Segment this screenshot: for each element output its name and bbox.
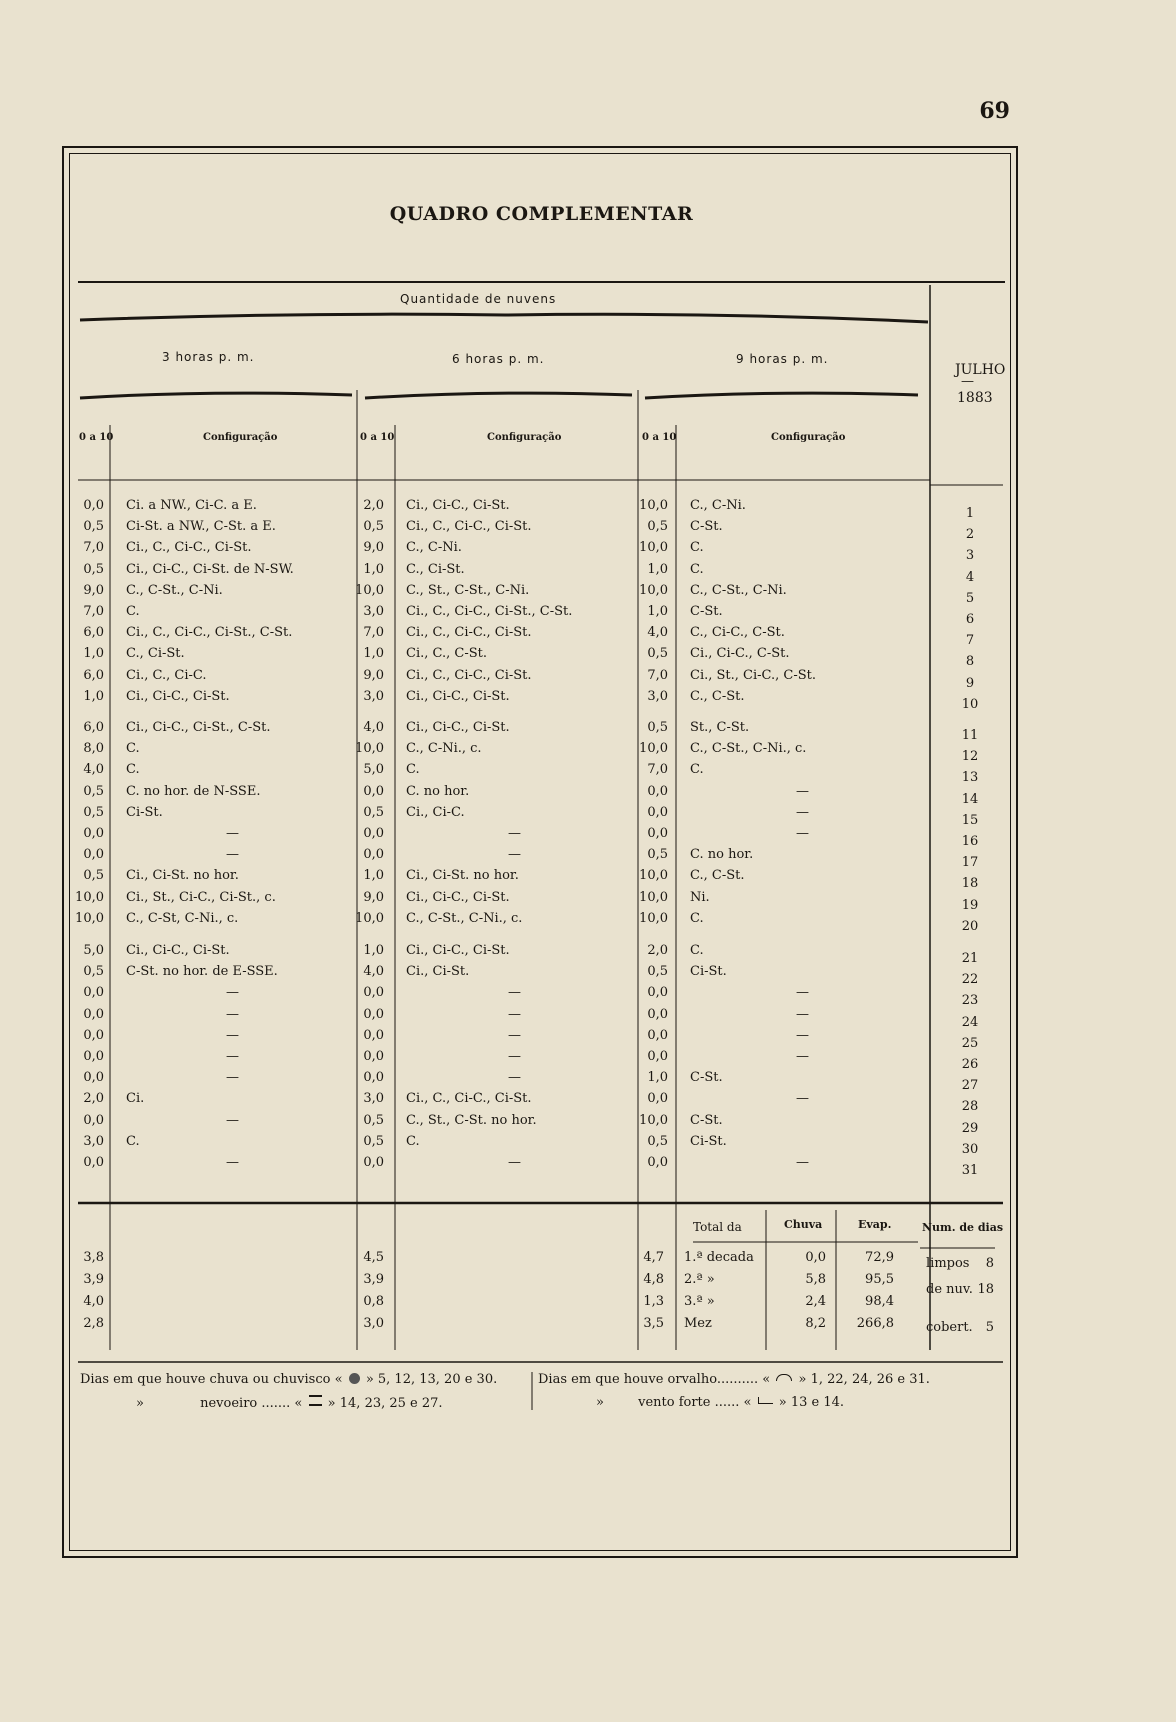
wind-label: vento forte ...... « <box>638 1395 752 1410</box>
cloud-amount: 0,5 <box>363 519 384 534</box>
cloud-amount: 0,0 <box>363 847 384 862</box>
cloud-amount: 0,0 <box>647 1091 668 1106</box>
cloud-amount: 9,0 <box>363 668 384 683</box>
cloud-configuration: Ni. <box>690 890 710 905</box>
cloud-configuration: Ci., Ci-C. <box>406 805 465 820</box>
title-box <box>78 155 1005 283</box>
cloud-amount: 0,0 <box>647 1007 668 1022</box>
cloud-configuration: — <box>226 1155 239 1170</box>
cloud-configuration: C., C-Ni. <box>406 540 462 555</box>
day-number: 30 <box>961 1142 979 1157</box>
cloud-amount: 0,0 <box>647 784 668 799</box>
wind-icon <box>758 1397 773 1404</box>
cloud-configuration: C. <box>690 540 704 555</box>
cloud-amount: 1,0 <box>647 562 668 577</box>
total-amount-3h: 2,8 <box>83 1316 104 1331</box>
cloud-amount: 7,0 <box>647 762 668 777</box>
cloud-amount: 1,0 <box>83 689 104 704</box>
cloud-amount: 10,0 <box>639 911 668 926</box>
cloud-configuration: Ci., C., Ci-C., Ci-St. <box>406 668 532 683</box>
day-number: 7 <box>965 633 975 648</box>
cloud-configuration: C. <box>126 604 140 619</box>
cloud-configuration: C. <box>406 762 420 777</box>
day-number: 25 <box>961 1036 979 1051</box>
cloud-amount: 7,0 <box>83 540 104 555</box>
cloud-amount: 0,5 <box>647 646 668 661</box>
cloud-amount: 0,5 <box>83 562 104 577</box>
cloud-amount: 0,0 <box>83 1070 104 1085</box>
cloud-configuration: C., Ci-St. <box>126 646 185 661</box>
cloud-configuration: Ci., Ci-St. no hor. <box>406 868 519 883</box>
cloud-amount: 4,0 <box>363 720 384 735</box>
cloud-configuration: Ci., C., Ci-C., Ci-St. <box>126 540 252 555</box>
cloud-configuration: C., C-St., C-Ni. <box>690 583 787 598</box>
cloud-amount: 7,0 <box>83 604 104 619</box>
footer-fog <box>136 1395 443 1411</box>
totals-header-chuva: Chuva <box>784 1218 823 1231</box>
day-number: 19 <box>961 898 979 913</box>
day-number: 28 <box>961 1099 979 1114</box>
total-rain: 8,2 <box>805 1316 826 1331</box>
day-number: 26 <box>961 1057 979 1072</box>
total-amount-3h: 3,9 <box>83 1272 104 1287</box>
cloud-amount: 7,0 <box>647 668 668 683</box>
column-header-9h: 9 horas p. m. <box>736 352 829 366</box>
cloud-configuration: C., C-St. <box>690 868 745 883</box>
cloud-configuration: C. <box>126 762 140 777</box>
page-number: 69 <box>979 98 1010 124</box>
cloud-configuration: C., Ci-St. <box>406 562 465 577</box>
cloud-amount: 0,0 <box>363 784 384 799</box>
cloud-configuration: C., C-Ni., c. <box>406 741 482 756</box>
cloud-amount: 6,0 <box>83 720 104 735</box>
cloud-configuration: C. <box>690 943 704 958</box>
cloud-amount: 0,5 <box>83 519 104 534</box>
day-number: 8 <box>965 654 975 669</box>
cloud-amount: 3,0 <box>363 1091 384 1106</box>
days-category-label: limpos <box>926 1256 970 1271</box>
total-period-label: 1.ª decada <box>684 1250 754 1265</box>
cloud-configuration: Ci., C., Ci-C., Ci-St., C-St. <box>406 604 573 619</box>
footer-rain <box>80 1372 497 1387</box>
cloud-amount: 10,0 <box>355 911 384 926</box>
day-number: 6 <box>965 612 975 627</box>
cloud-configuration: C-St. <box>690 604 723 619</box>
day-number: 18 <box>961 876 979 891</box>
cloud-configuration: — <box>226 826 239 841</box>
cloud-configuration: — <box>226 1007 239 1022</box>
day-number: 2 <box>965 527 975 542</box>
cloud-amount: 6,0 <box>83 625 104 640</box>
cloud-amount: 4,0 <box>647 625 668 640</box>
cloud-configuration: — <box>796 1007 809 1022</box>
total-evaporation: 98,4 <box>865 1294 894 1309</box>
cloud-configuration: C., C-St., C-Ni., c. <box>690 741 807 756</box>
cloud-configuration: — <box>508 1007 521 1022</box>
day-number: 21 <box>961 951 979 966</box>
cloud-amount: 1,0 <box>363 868 384 883</box>
cloud-amount: 7,0 <box>363 625 384 640</box>
cloud-configuration: Ci., Ci-C., C-St. <box>690 646 790 661</box>
cloud-amount: 5,0 <box>363 762 384 777</box>
month-label: JULHO <box>955 362 1006 378</box>
total-rain: 0,0 <box>805 1250 826 1265</box>
column-header-6h: 6 horas p. m. <box>452 352 545 366</box>
total-amount-9h: 3,5 <box>643 1316 664 1331</box>
total-period-label: Mez <box>684 1316 712 1331</box>
cloud-configuration: C., C-Ni. <box>690 498 746 513</box>
footer-wind <box>596 1395 844 1410</box>
cloud-amount: 0,0 <box>83 1113 104 1128</box>
cloud-configuration: — <box>508 985 521 1000</box>
config-header-3h: Configuração <box>203 432 278 443</box>
days-category-count: 5 <box>985 1320 994 1335</box>
cloud-amount: 2,0 <box>83 1091 104 1106</box>
cloud-amount: 10,0 <box>639 583 668 598</box>
group-header: Quantidade de nuvens <box>400 292 557 306</box>
cloud-configuration: Ci-St. <box>690 1134 727 1149</box>
cloud-amount: 0,5 <box>647 519 668 534</box>
cloud-configuration: — <box>796 1155 809 1170</box>
day-number: 15 <box>961 813 979 828</box>
day-number: 23 <box>961 993 979 1008</box>
cloud-amount: 9,0 <box>363 540 384 555</box>
day-number: 9 <box>965 676 975 691</box>
day-number: 14 <box>961 792 979 807</box>
day-number: 22 <box>961 972 979 987</box>
cloud-amount: 10,0 <box>75 911 104 926</box>
config-header-6h: Configuração <box>487 432 562 443</box>
cloud-configuration: Ci., St., Ci-C., Ci-St., c. <box>126 890 276 905</box>
cloud-amount: 0,0 <box>647 826 668 841</box>
cloud-configuration: C., C-St., C-Ni. <box>126 583 223 598</box>
cloud-amount: 1,0 <box>363 562 384 577</box>
cloud-amount: 10,0 <box>639 498 668 513</box>
cloud-amount: 0,0 <box>647 1028 668 1043</box>
cloud-configuration: — <box>796 826 809 841</box>
cloud-configuration: C. <box>690 911 704 926</box>
cloud-configuration: C. <box>690 762 704 777</box>
cloud-amount: 5,0 <box>83 943 104 958</box>
cloud-configuration: — <box>226 1070 239 1085</box>
day-number: 17 <box>961 855 979 870</box>
cloud-amount: 1,0 <box>363 943 384 958</box>
cloud-configuration: — <box>508 1070 521 1085</box>
cloud-amount: 10,0 <box>639 540 668 555</box>
cloud-configuration: C-St. no hor. de E-SSE. <box>126 964 278 979</box>
total-amount-6h: 3,0 <box>363 1316 384 1331</box>
cloud-configuration: — <box>796 1049 809 1064</box>
total-amount-9h: 1,3 <box>643 1294 664 1309</box>
cloud-amount: 2,0 <box>363 498 384 513</box>
cloud-configuration: — <box>796 805 809 820</box>
cloud-configuration: Ci., Ci-C., Ci-St. <box>406 498 510 513</box>
cloud-configuration: Ci-St. a NW., C-St. a E. <box>126 519 276 534</box>
cloud-amount: 0,0 <box>83 498 104 513</box>
cloud-configuration: C. <box>126 1134 140 1149</box>
cloud-amount: 0,0 <box>363 1007 384 1022</box>
cloud-amount: 0,0 <box>647 1049 668 1064</box>
cloud-configuration: C., Ci-C., C-St. <box>690 625 785 640</box>
cloud-configuration: — <box>796 784 809 799</box>
config-header-9h: Configuração <box>771 432 846 443</box>
cloud-configuration: — <box>508 847 521 862</box>
fog-days: » 14, 23, 25 e 27. <box>327 1396 443 1411</box>
cloud-amount: 9,0 <box>83 583 104 598</box>
cloud-amount: 0,0 <box>647 985 668 1000</box>
cloud-configuration: C., C-St., C-Ni., c. <box>406 911 523 926</box>
cloud-amount: 3,0 <box>363 604 384 619</box>
scale-header-3h: 0 a 10 <box>79 432 114 443</box>
year-label: 1883 <box>957 390 993 406</box>
total-amount-6h: 3,9 <box>363 1272 384 1287</box>
cloud-configuration: — <box>508 1155 521 1170</box>
cloud-configuration: C. <box>126 741 140 756</box>
cloud-amount: 0,0 <box>83 1049 104 1064</box>
cloud-configuration: Ci-St. <box>126 805 163 820</box>
cloud-configuration: C., St., C-St. no hor. <box>406 1113 537 1128</box>
total-amount-3h: 4,0 <box>83 1294 104 1309</box>
cloud-amount: 10,0 <box>639 741 668 756</box>
total-evaporation: 266,8 <box>856 1316 894 1331</box>
cloud-configuration: C. no hor. <box>406 784 470 799</box>
rain-icon <box>349 1373 360 1384</box>
days-category-label: de nuv. <box>926 1282 973 1297</box>
cloud-amount: 3,0 <box>363 689 384 704</box>
cloud-amount: 0,0 <box>83 985 104 1000</box>
cloud-configuration: — <box>226 1113 239 1128</box>
fog-label: nevoeiro ....... « <box>200 1396 303 1411</box>
cloud-configuration: C., C-St. <box>690 689 745 704</box>
cloud-amount: 0,0 <box>83 1155 104 1170</box>
rain-days: » 5, 12, 13, 20 e 30. <box>365 1372 498 1387</box>
dew-days: » 1, 22, 24, 26 e 31. <box>798 1372 930 1387</box>
cloud-amount: 6,0 <box>83 668 104 683</box>
cloud-amount: 0,5 <box>647 847 668 862</box>
scale-header-6h: 0 a 10 <box>360 432 395 443</box>
dew-icon <box>776 1374 792 1381</box>
cloud-amount: 0,5 <box>647 964 668 979</box>
cloud-amount: 3,0 <box>83 1134 104 1149</box>
cloud-amount: 8,0 <box>83 741 104 756</box>
cloud-amount: 0,5 <box>647 1134 668 1149</box>
cloud-configuration: Ci., Ci-C., Ci-St. <box>126 689 230 704</box>
day-number: 20 <box>961 919 979 934</box>
cloud-configuration: Ci. <box>126 1091 145 1106</box>
cloud-amount: 1,0 <box>83 646 104 661</box>
cloud-amount: 0,5 <box>363 805 384 820</box>
cloud-configuration: — <box>508 1028 521 1043</box>
cloud-configuration: Ci., C., Ci-C., Ci-St. <box>406 519 532 534</box>
cloud-configuration: Ci., Ci-C., Ci-St. <box>406 689 510 704</box>
cloud-amount: 1,0 <box>647 1070 668 1085</box>
scale-header-9h: 0 a 10 <box>642 432 677 443</box>
cloud-amount: 9,0 <box>363 890 384 905</box>
cloud-amount: 1,0 <box>363 646 384 661</box>
fog-prefix: » <box>136 1396 144 1411</box>
total-amount-6h: 0,8 <box>363 1294 384 1309</box>
day-number: 24 <box>961 1015 979 1030</box>
cloud-configuration: — <box>226 847 239 862</box>
cloud-configuration: Ci., Ci-C., Ci-St. <box>406 943 510 958</box>
total-rain: 2,4 <box>805 1294 826 1309</box>
total-period-label: 2.ª » <box>684 1272 715 1287</box>
total-amount-3h: 3,8 <box>83 1250 104 1265</box>
cloud-configuration: — <box>226 1049 239 1064</box>
fog-icon <box>309 1395 322 1406</box>
cloud-amount: 10,0 <box>639 868 668 883</box>
totals-header-total: Total da <box>693 1220 742 1234</box>
total-amount-6h: 4,5 <box>363 1250 384 1265</box>
cloud-configuration: C., C-St, C-Ni., c. <box>126 911 239 926</box>
cloud-configuration: Ci., C., Ci-C., Ci-St. <box>406 625 532 640</box>
cloud-amount: 2,0 <box>647 943 668 958</box>
days-category-count: 8 <box>985 1256 994 1271</box>
day-number: 27 <box>961 1078 979 1093</box>
total-evaporation: 95,5 <box>865 1272 894 1287</box>
day-number: 12 <box>961 749 979 764</box>
page-title: QUADRO COMPLEMENTAR <box>389 203 694 225</box>
cloud-configuration: Ci., Ci-C., Ci-St., C-St. <box>126 720 271 735</box>
cloud-configuration: Ci., C., Ci-C., Ci-St., C-St. <box>126 625 293 640</box>
rain-label: Dias em que houve chuva ou chuvisco « <box>80 1372 343 1387</box>
cloud-configuration: Ci., C., Ci-C., Ci-St. <box>406 1091 532 1106</box>
cloud-configuration: Ci., Ci-C., Ci-St. <box>406 890 510 905</box>
cloud-configuration: Ci., Ci-St. <box>406 964 470 979</box>
cloud-amount: 0,5 <box>647 720 668 735</box>
cloud-amount: 4,0 <box>83 762 104 777</box>
cloud-amount: 0,0 <box>363 1070 384 1085</box>
cloud-amount: 0,5 <box>363 1113 384 1128</box>
cloud-amount: 0,0 <box>363 1028 384 1043</box>
cloud-configuration: C. no hor. de N-SSE. <box>126 784 261 799</box>
cloud-amount: 10,0 <box>355 741 384 756</box>
cloud-configuration: — <box>796 1091 809 1106</box>
day-number: 1 <box>965 506 975 521</box>
dew-label: Dias em que houve orvalho.......... « <box>538 1372 771 1387</box>
cloud-amount: 0,0 <box>363 1155 384 1170</box>
day-number: 11 <box>961 728 979 743</box>
total-period-label: 3.ª » <box>684 1294 715 1309</box>
total-evaporation: 72,9 <box>865 1250 894 1265</box>
cloud-configuration: Ci-St. <box>690 964 727 979</box>
day-number: 29 <box>961 1121 979 1136</box>
cloud-amount: 10,0 <box>75 890 104 905</box>
cloud-amount: 10,0 <box>639 890 668 905</box>
cloud-configuration: Ci., Ci-St. no hor. <box>126 868 239 883</box>
cloud-amount: 0,0 <box>647 1155 668 1170</box>
day-number: 5 <box>965 591 975 606</box>
cloud-amount: 10,0 <box>639 1113 668 1128</box>
cloud-configuration: — <box>508 826 521 841</box>
cloud-amount: 0,0 <box>647 805 668 820</box>
cloud-amount: 0,0 <box>83 826 104 841</box>
cloud-configuration: C. <box>406 1134 420 1149</box>
cloud-configuration: C-St. <box>690 1070 723 1085</box>
column-header-3h: 3 horas p. m. <box>162 350 255 364</box>
day-number: 31 <box>961 1163 979 1178</box>
days-category-label: cobert. <box>926 1320 973 1335</box>
cloud-configuration: Ci., C., Ci-C. <box>126 668 207 683</box>
cloud-configuration: — <box>226 1028 239 1043</box>
cloud-amount: 0,5 <box>83 784 104 799</box>
total-amount-9h: 4,8 <box>643 1272 664 1287</box>
totals-header-days: Num. de dias <box>922 1221 1004 1234</box>
cloud-amount: 0,5 <box>363 1134 384 1149</box>
cloud-configuration: C-St. <box>690 519 723 534</box>
cloud-configuration: C. <box>690 562 704 577</box>
month-dash: — <box>961 374 974 389</box>
cloud-configuration: C-St. <box>690 1113 723 1128</box>
wind-days: » 13 e 14. <box>778 1395 845 1410</box>
cloud-configuration: Ci., C., C-St. <box>406 646 487 661</box>
cloud-configuration: Ci., St., Ci-C., C-St. <box>690 668 817 683</box>
totals-header-evap: Evap. <box>858 1218 892 1231</box>
day-number: 3 <box>965 548 975 563</box>
days-category-count: 18 <box>977 1282 994 1297</box>
cloud-configuration: C., St., C-St., C-Ni. <box>406 583 530 598</box>
cloud-amount: 0,5 <box>83 805 104 820</box>
cloud-configuration: — <box>796 985 809 1000</box>
footer-dew <box>538 1372 930 1387</box>
cloud-configuration: — <box>508 1049 521 1064</box>
total-amount-9h: 4,7 <box>643 1250 664 1265</box>
cloud-configuration: Ci., Ci-C., Ci-St. <box>126 943 230 958</box>
cloud-configuration: — <box>226 985 239 1000</box>
cloud-amount: 1,0 <box>647 604 668 619</box>
day-number: 13 <box>961 770 979 785</box>
day-number: 16 <box>961 834 979 849</box>
cloud-amount: 0,0 <box>363 1049 384 1064</box>
cloud-configuration: St., C-St. <box>690 720 750 735</box>
cloud-amount: 0,5 <box>83 964 104 979</box>
day-number: 10 <box>961 697 979 712</box>
cloud-amount: 0,0 <box>83 1028 104 1043</box>
cloud-amount: 0,5 <box>83 868 104 883</box>
total-rain: 5,8 <box>805 1272 826 1287</box>
cloud-amount: 3,0 <box>647 689 668 704</box>
day-number: 4 <box>965 570 975 585</box>
cloud-amount: 0,0 <box>363 985 384 1000</box>
cloud-amount: 0,0 <box>83 847 104 862</box>
cloud-amount: 10,0 <box>355 583 384 598</box>
cloud-configuration: Ci. a NW., Ci-C. a E. <box>126 498 257 513</box>
cloud-amount: 4,0 <box>363 964 384 979</box>
cloud-configuration: Ci., Ci-C., Ci-St. de N-SW. <box>126 562 294 577</box>
cloud-configuration: C. no hor. <box>690 847 754 862</box>
wind-prefix: » <box>596 1395 604 1410</box>
cloud-amount: 0,0 <box>83 1007 104 1022</box>
cloud-configuration: — <box>796 1028 809 1043</box>
cloud-amount: 0,0 <box>363 826 384 841</box>
cloud-configuration: Ci., Ci-C., Ci-St. <box>406 720 510 735</box>
